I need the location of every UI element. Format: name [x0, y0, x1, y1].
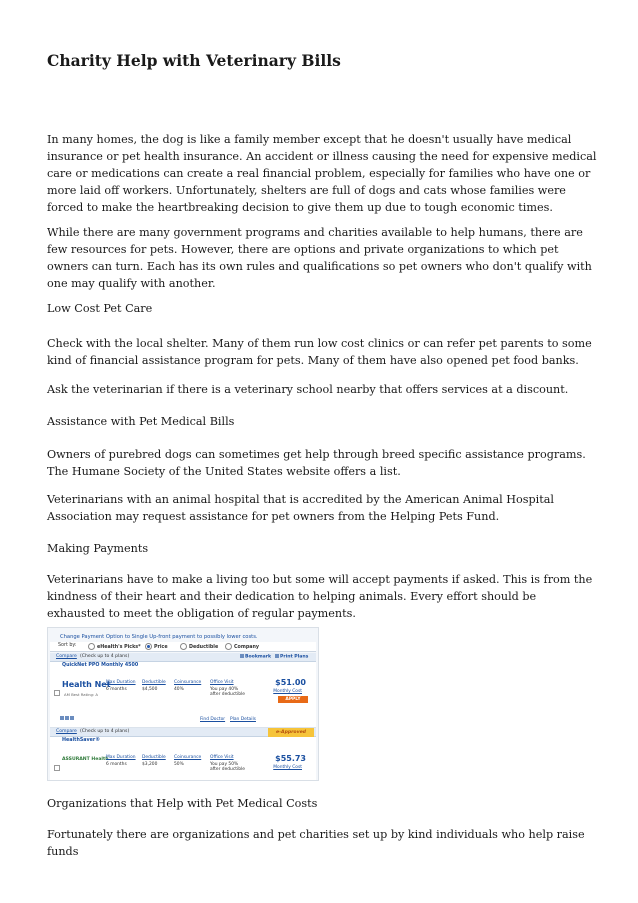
paragraph-purebred: Owners of purebred dogs can sometimes get help through breed specific assistance programs. The Humane Society of the United States website offers a list.: [47, 448, 586, 479]
paragraph-payments: Veterinarians have to make a living too but some will accept payments if asked. This is from the kindness of their heart and their dedication to helping animals. Every effort should be exhausted to meet the obligation of regular payments.: [47, 573, 593, 621]
col-deductible: Deductible $3,200: [142, 755, 166, 767]
rating-text: AM Best Rating: A: [64, 692, 99, 697]
compare-checkbox: [54, 765, 60, 771]
e-approved-badge: e-Approved: [268, 728, 314, 737]
feature-icon: [60, 716, 64, 720]
radio-selected-icon: [145, 643, 152, 650]
bookmark-icon: [240, 654, 244, 658]
print-link: Print Plans: [275, 654, 308, 660]
col-duration: Max Duration 6 months: [106, 755, 136, 767]
plan1-price: $51.00: [275, 678, 306, 687]
sort-option-picks: eHealth's Picks*: [88, 643, 141, 650]
plan-name: HealthSaver®: [62, 738, 101, 743]
sort-option-price: Price: [145, 643, 168, 650]
compare-bar-1: [50, 653, 316, 662]
paragraph-shelter: Check with the local shelter. Many of them run low cost clinics or can refer pet parents to some kind of financial assistance program for pets. Many of them have also opened pet food banks.: [47, 337, 592, 368]
col-office-visit: Office Visit You pay 50% after deductible: [210, 755, 245, 772]
paragraph-intro: In many homes, the dog is like a family member except that he doesn't usually have medical insurance or pet health insurance. An accident or illness causing the need for expensive medical care or medications can create a real financial problem, especially for families who have one or more laid off workers. Unfortunately, shelters are full of dogs and cats whose families were forced to make the heartbreaking decision to give them up due to tough economic times.: [47, 133, 597, 215]
payment-option-link: Change Payment Option to Single Up-front payment to possibly lower costs.: [60, 634, 258, 640]
sort-option-company: Company: [225, 643, 259, 650]
radio-icon: [180, 643, 187, 650]
radio-icon: [88, 643, 95, 650]
paragraph-aaha: Veterinarians with an animal hospital that is accredited by the American Animal Hospital Association may request assistance for pet owners from the Helping Pets Fund.: [47, 493, 554, 524]
paragraph-resources: While there are many government programs and charities available to help humans, there are few resources for pets. However, there are options and private organizations to which pet owners can turn. Each has its own rules and qualifications so pet owners who don't qualify with one may qualify with another.: [47, 226, 592, 291]
heading-payments: Making Payments: [47, 542, 149, 555]
insurance-comparison-image: [47, 627, 319, 781]
heading-low-cost: Low Cost Pet Care: [47, 302, 153, 315]
find-doctor-link: Find Doctor: [200, 717, 226, 722]
bookmark-link: Bookmark: [240, 654, 271, 660]
heading-assistance: Assistance with Pet Medical Bills: [47, 415, 235, 428]
plan2-price: $55.73: [275, 754, 306, 763]
radio-icon: [225, 643, 232, 650]
plan-details-link: Plan Details: [230, 717, 256, 722]
col-duration: Max Duration 6 months: [106, 680, 136, 692]
compare-link: Compare: [56, 729, 77, 734]
compare-link: Compare: [56, 654, 77, 659]
paragraph-organizations: Fortunately there are organizations and pet charities set up by kind individuals who help raise funds: [47, 828, 585, 859]
col-office-visit: Office Visit You pay 40% after deductible: [210, 680, 245, 697]
compare-hint: (Check up to 4 plans): [80, 729, 130, 734]
compare-hint: (Check up to 4 plans): [80, 654, 130, 659]
plan1-price-label: Monthly Cost: [273, 689, 302, 694]
feature-icon: [70, 716, 74, 720]
plan-row-1: [50, 662, 316, 728]
print-icon: [275, 654, 279, 658]
healthnet-logo: Health Net: [62, 680, 111, 689]
sort-option-deductible: Deductible: [180, 643, 218, 650]
assurant-logo: ASSURANT Health: [62, 757, 109, 762]
plan2-price-label: Monthly Cost: [273, 765, 302, 770]
col-deductible: Deductible $4,500: [142, 680, 166, 692]
heading-organizations: Organizations that Help with Pet Medical Costs: [47, 797, 318, 810]
plan-name: QuickNet PPO Monthly 4500: [62, 663, 139, 668]
plan1-icons: [60, 716, 75, 722]
compare-checkbox: [54, 690, 60, 696]
page-title: Charity Help with Veterinary Bills: [47, 51, 341, 70]
sort-label: Sort by:: [58, 643, 77, 648]
paragraph-vet-school: Ask the veterinarian if there is a veterinary school nearby that offers services at a discount.: [47, 383, 569, 396]
col-coinsurance: Coinsurance 40%: [174, 680, 202, 692]
sort-bar: [50, 642, 316, 652]
col-coinsurance: Coinsurance 50%: [174, 755, 202, 767]
feature-icon: [65, 716, 69, 720]
apply-button: APPLY: [278, 696, 308, 703]
